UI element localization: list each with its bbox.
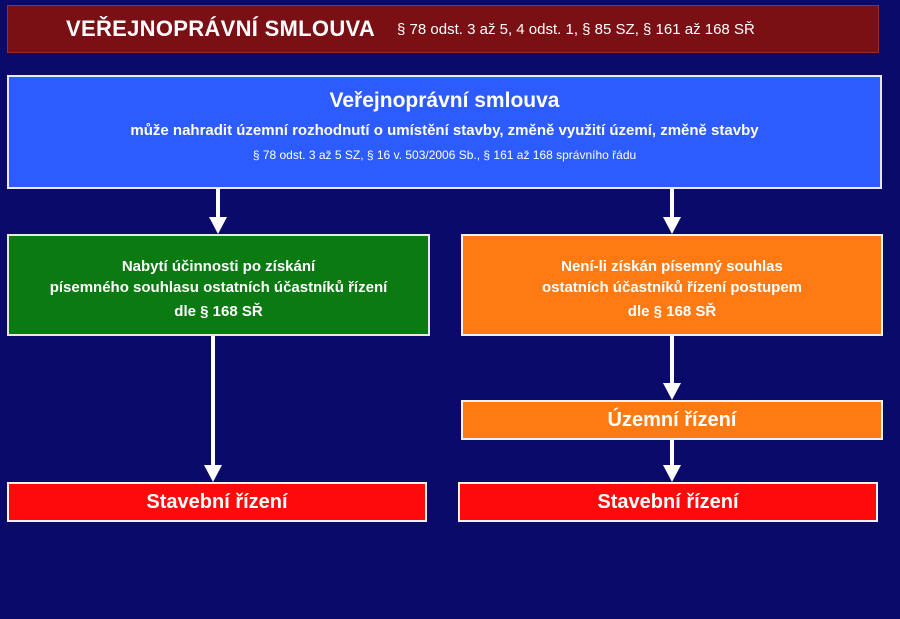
arrow-main-to-right [662, 189, 682, 235]
left-condition-line1: Nabytí účinnosti po získání [121, 258, 316, 275]
right-condition-line1: Není-li získán písemný souhlas [561, 258, 783, 275]
left-building-proceeding-label: Stavební řízení [146, 491, 288, 513]
arrow-left-to-building [203, 336, 223, 483]
left-building-proceeding-box [7, 482, 427, 522]
territorial-proceeding-label: Územní řízení [607, 409, 737, 431]
territorial-proceeding-box [461, 400, 883, 440]
arrow-right-to-territorial [662, 336, 682, 401]
left-condition-line3: dle § 168 SŘ [174, 303, 263, 320]
right-building-proceeding-label: Stavební řízení [597, 491, 739, 513]
right-condition-box [461, 234, 883, 336]
left-condition-box [7, 234, 430, 336]
main-subtitle: může nahradit územní rozhodnutí o umístění stavby, změně využití území, změně stavby [130, 122, 759, 139]
header-title: VEŘEJNOPRÁVNÍ SMLOUVA [66, 16, 376, 41]
arrow-territorial-to-building [662, 440, 682, 483]
right-condition-line3: dle § 168 SŘ [627, 303, 717, 320]
header-bar [7, 5, 879, 53]
header-reference: § 78 odst. 3 až 5, 4 odst. 1, § 85 SZ, § 161 až 168 SŘ [397, 20, 755, 38]
right-condition-line2: ostatních účastníků řízení postupem [541, 279, 803, 296]
left-condition-line2: písemného souhlasu ostatních účastníků řízení [49, 279, 388, 296]
right-building-proceeding-box [458, 482, 878, 522]
main-box [7, 75, 882, 189]
main-reference: § 78 odst. 3 až 5 SZ, § 16 v. 503/2006 Sb., § 161 až 168 správního řádu [252, 148, 637, 162]
main-title: Veřejnoprávní smlouva [329, 89, 560, 112]
arrow-main-to-left [208, 189, 228, 235]
